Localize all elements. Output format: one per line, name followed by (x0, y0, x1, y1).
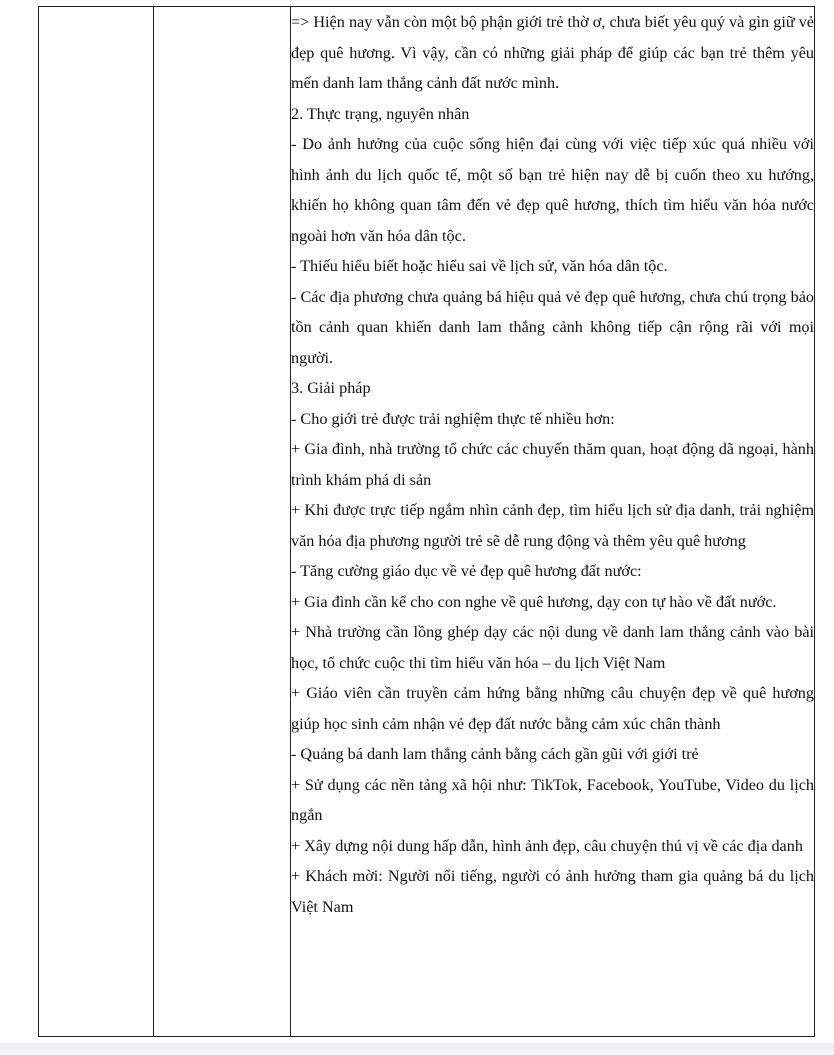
paragraph-cause-local-promotion: - Các địa phương chưa quảng bá hiệu quả vẻ đẹp quê hương, chưa chú trọng bảo tồn cảnh quan khiến danh lam thắng cảnh không tiếp cận rộng rãi với mọi người. (291, 287, 814, 367)
table-cell-content (291, 7, 815, 1037)
paragraph-solution-content: + Xây dựng nội dung hấp dẫn, hình ảnh đẹp, câu chuyện thú vị về các địa danh (291, 836, 803, 855)
paragraph-solution-education: - Tăng cường giáo dục về vẻ đẹp quê hương đất nước: (291, 562, 642, 580)
page-bottom-shade (0, 1043, 834, 1055)
heading-solutions: 3. Giải pháp (291, 379, 371, 397)
paragraph-solution-teacher: + Giáo viên cần truyền cảm hứng bằng những câu chuyện đẹp về quê hương giúp học sinh cảm nhận vẻ đẹp đất nước bằng cảm xúc chân thành (291, 684, 814, 733)
table-cell-empty-second (154, 7, 291, 1037)
paragraph-solution-promotion: - Quảng bá danh lam thắng cảnh bằng cách gần gũi với giới trẻ (291, 745, 699, 763)
paragraph-solution-school: + Nhà trường cần lồng ghép dạy các nội dung về danh lam thắng cảnh vào bài học, tổ chức cuộc thi tìm hiểu văn hóa – du lịch Việt Nam (291, 623, 814, 672)
content-table (38, 6, 815, 1037)
paragraph-solution-social-media: + Sử dụng các nền tảng xã hội như: TikTok, Facebook, YouTube, Video du lịch ngắn (291, 775, 814, 824)
heading-status-causes: 2. Thực trạng, nguyên nhân (291, 104, 470, 123)
paragraph-solution-experience: - Cho giới trẻ được trải nghiệm thực tế nhiều hơn: (291, 409, 615, 428)
table-row (39, 7, 815, 1037)
paragraph-solution-family: + Gia đình cần kể cho con nghe về quê hương, dạy con tự hào về đất nước. (291, 592, 777, 611)
paragraph-conclusion: => Hiện nay vẫn còn một bộ phận giới trẻ thờ ơ, chưa biết yêu quý và gìn giữ vẻ đẹp quê hương. Vì vậy, cần có những giải pháp để giúp các bạn trẻ thêm yêu mến danh lam thắng cảnh đất nước mình. (291, 13, 814, 92)
paragraph-solution-guests: + Khách mời: Người nổi tiếng, người có ảnh hưởng tham gia quảng bá du lịch Việt Nam (291, 867, 814, 916)
paragraph-solution-direct-viewing: + Khi được trực tiếp ngắm nhìn cảnh đẹp, tìm hiểu lịch sử địa danh, trải nghiệm văn hóa địa phương người trẻ sẽ dễ rung động và thêm yêu quê hương (291, 501, 814, 550)
paragraph-solution-trips: + Gia đình, nhà trường tổ chức các chuyến thăm quan, hoạt động dã ngoại, hành trình khám phá di sản (291, 440, 814, 489)
table-cell-empty-first (39, 7, 154, 1037)
paragraph-cause-lack-knowledge: - Thiếu hiểu biết hoặc hiểu sai về lịch sử, văn hóa dân tộc. (291, 257, 668, 275)
paragraph-cause-modern-life: - Do ảnh hưởng của cuộc sống hiện đại cùng với việc tiếp xúc quá nhiều với hình ảnh du lịch quốc tế, một số bạn trẻ hiện nay dễ bị cuốn theo xu hướng, khiến họ không quan tâm đến vẻ đẹp quê hương, thích tìm hiểu văn hóa nước ngoài hơn văn hóa dân tộc. (291, 135, 814, 245)
